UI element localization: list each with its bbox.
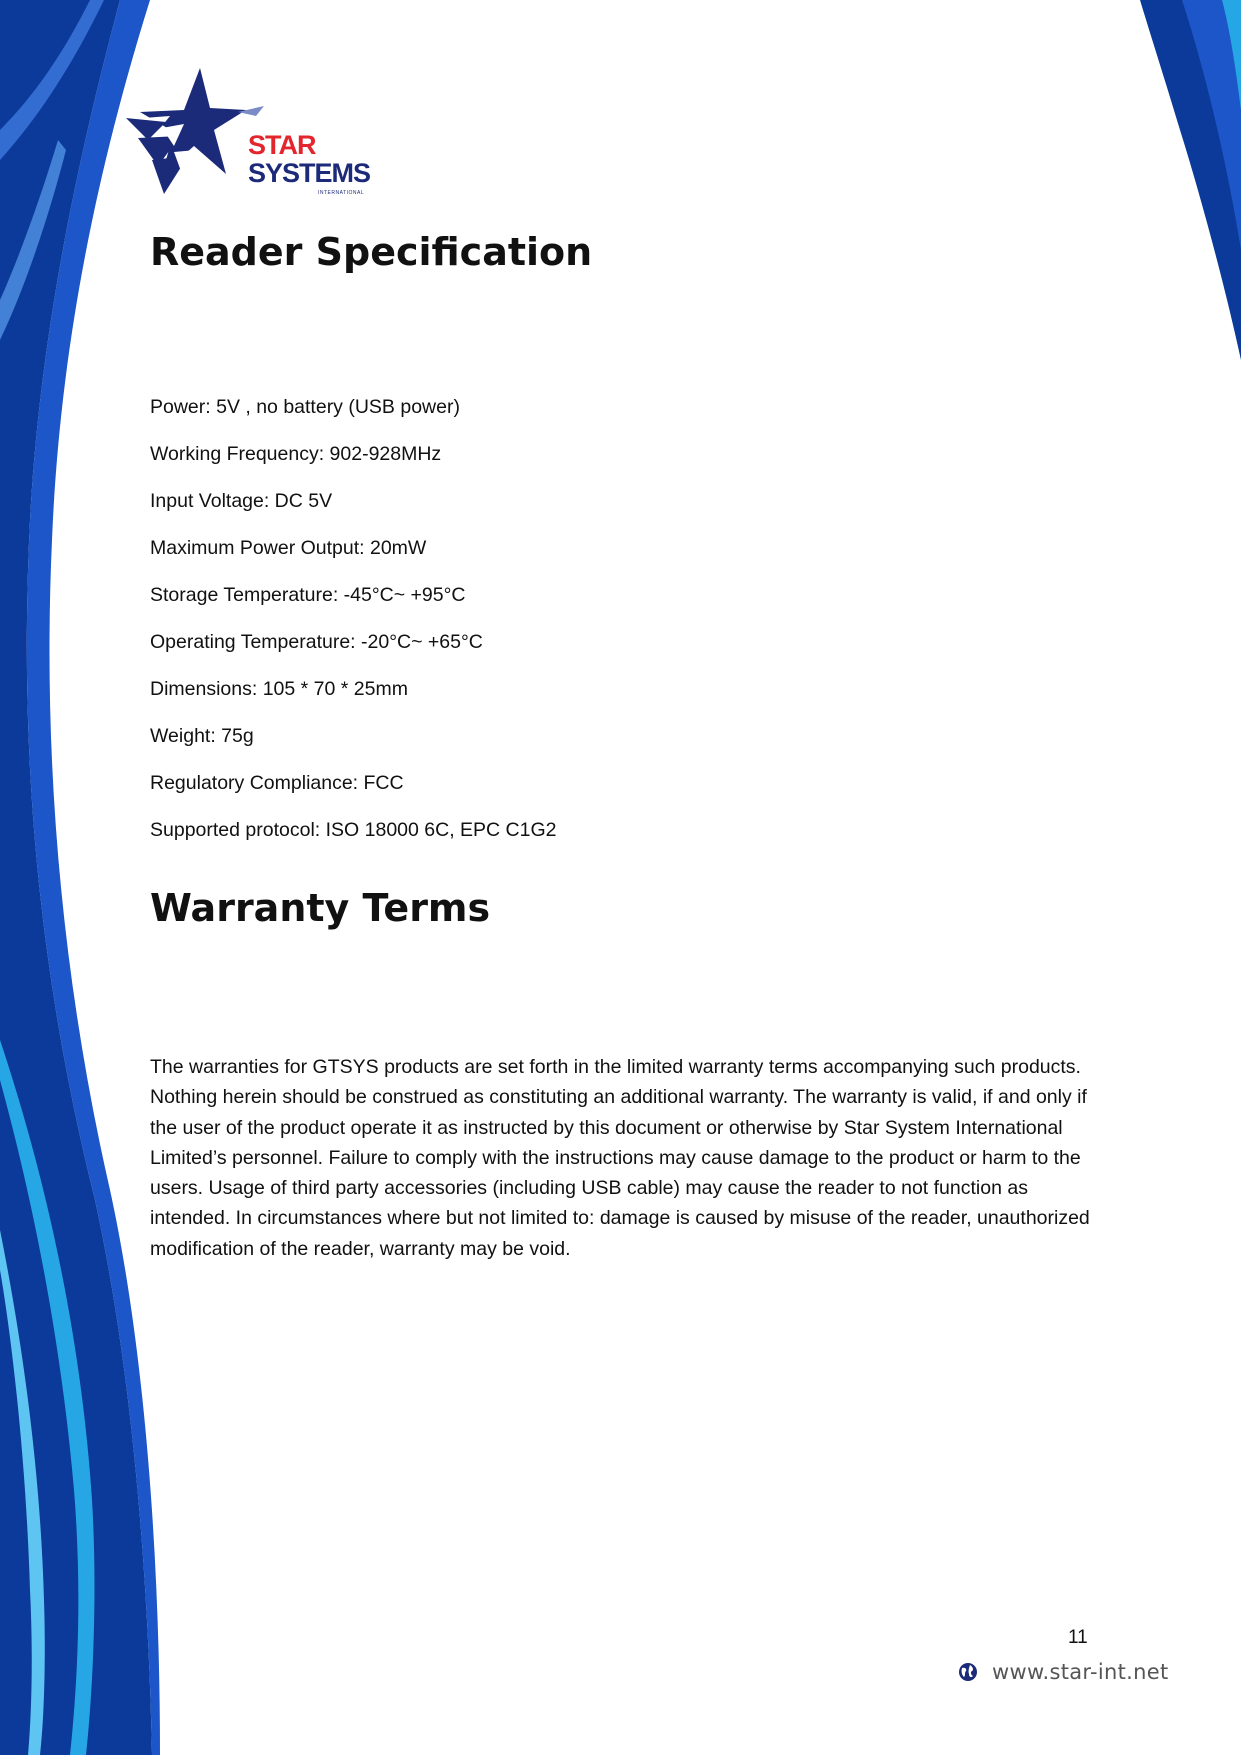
warranty-paragraph: The warranties for GTSYS products are set forth in the limited warranty terms accompanying such products. Nothing herein should be construed as constituting an additional warranty. The warranty is valid, if and only if the user of the product operate it as instructed by this document or otherwise by Star System International Limited’s personnel. Failure to comply with the instructions may cause damage to the product or harm to the users. Usage of third party accessories (including USB cable) may cause the reader to not function as intended. In circumstances where but not limited to: damage is caused by misuse of the reader, unauthorized modification of the reader, warranty may be void. [150,1056,1090,1260]
company-logo [118,66,388,200]
website-link[interactable]: www.star-int.net [992,1660,1169,1684]
reader-specification-heading: Reader Specification [150,230,593,274]
logo-text-international: INTERNATIONAL [318,190,365,196]
star-logo-icon [118,66,268,200]
page-number: 11 [1068,1627,1088,1648]
spec-item: Maximum Power Output: 20mW [150,537,427,559]
warranty-terms-heading: Warranty Terms [150,886,491,930]
spec-item: Weight: 75g [150,725,254,747]
spec-item: Storage Temperature: -45°C~ +95°C [150,584,466,606]
specification-list [150,394,556,864]
spec-item: Operating Temperature: -20°C~ +65°C [150,631,483,653]
spec-item: Regulatory Compliance: FCC [150,772,404,794]
spec-item: Dimensions: 105 * 70 * 25mm [150,678,408,700]
logo-text-systems: SYSTEMS [248,158,371,188]
spec-item: Working Frequency: 902-928MHz [150,443,442,465]
spec-item: Input Voltage: DC 5V [150,490,333,512]
footer-website [958,1657,1169,1687]
spec-item: Supported protocol: ISO 18000 6C, EPC C1G2 [150,819,557,841]
logo-text-star: STAR [248,130,316,160]
spec-item: Power: 5V , no battery (USB power) [150,396,460,418]
globe-icon [958,1662,978,1682]
